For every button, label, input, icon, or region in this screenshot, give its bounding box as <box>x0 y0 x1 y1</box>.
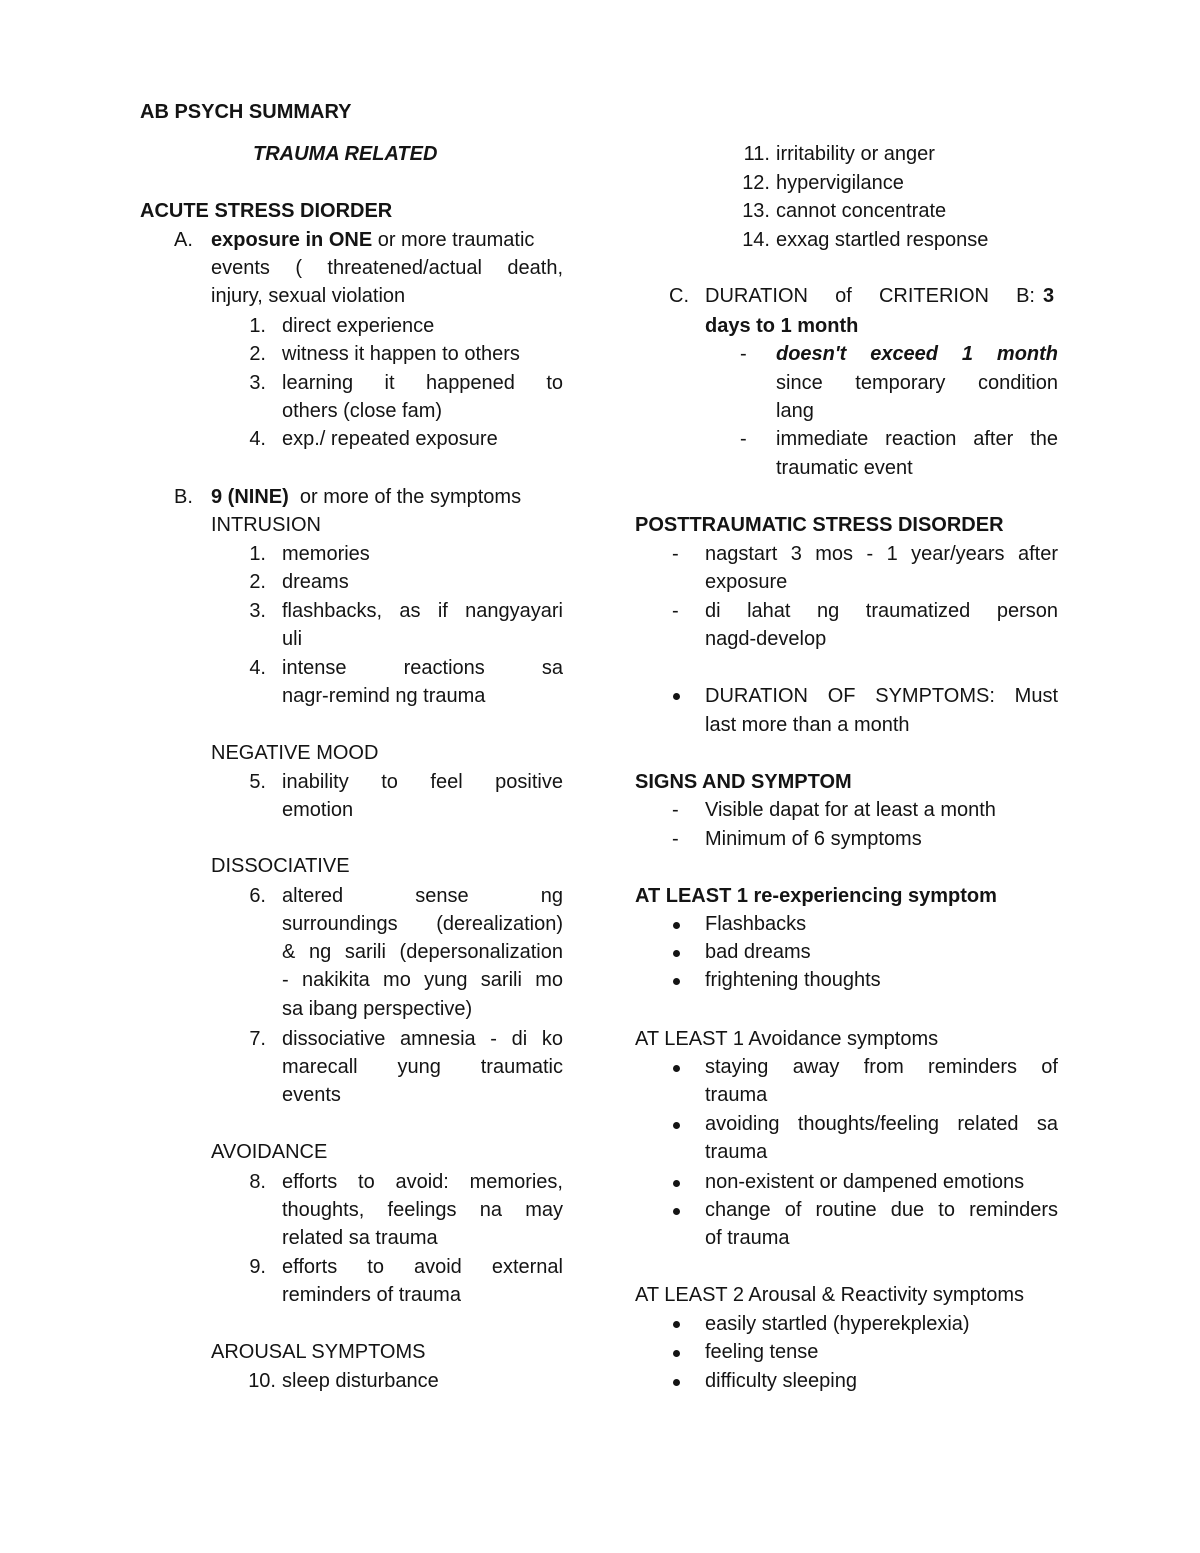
list-item: exp./ repeated exposure <box>282 428 498 450</box>
dash-item: di lahat ng traumatized person <box>705 600 1058 622</box>
ptsd-heading: POSTTRAUMATIC STRESS DISORDER <box>635 514 1004 536</box>
criterion-a-line3: injury, sexual violation <box>211 285 406 307</box>
dash-item-cont: exposure <box>705 571 788 593</box>
bullet-item-cont: trauma <box>705 1084 768 1106</box>
criterion-c-bold-number: 3 <box>1043 285 1055 307</box>
item-number: 3. <box>249 372 266 394</box>
item-number: 3. <box>249 600 266 622</box>
list-item-cont: others (close fam) <box>282 400 443 422</box>
item-number: 1. <box>249 315 266 337</box>
item-number: 11. <box>743 143 770 165</box>
bullet-item: DURATION OF SYMPTOMS: Must <box>705 685 1058 707</box>
group-title-avoidance: AVOIDANCE <box>211 1141 328 1163</box>
dash-marker: - <box>672 600 679 622</box>
bullet-item: difficulty sleeping <box>705 1370 857 1392</box>
dash-marker: - <box>672 799 679 821</box>
bullet-item: avoiding thoughts/feeling related sa <box>705 1113 1058 1135</box>
criterion-a-marker: A. <box>174 229 193 251</box>
dash-item: Minimum of 6 symptoms <box>705 828 922 850</box>
item-number: 4. <box>249 657 266 679</box>
bullet-icon <box>673 1180 680 1187</box>
list-item: learning it happened to <box>282 372 563 394</box>
list-item: efforts to avoid: memories, <box>282 1171 563 1193</box>
bullet-icon <box>673 1122 680 1129</box>
bullet-icon <box>673 1350 680 1357</box>
bullet-icon <box>673 1321 680 1328</box>
list-item-cont: & ng sarili (depersonalization <box>282 941 563 963</box>
dash-item-cont: since temporary condition <box>776 372 1058 394</box>
list-item: witness it happen to others <box>282 343 520 365</box>
dash-item: Visible dapat for at least a month <box>705 799 996 821</box>
bullet-item-cont: of trauma <box>705 1227 790 1249</box>
group-title-dissociative: DISSOCIATIVE <box>211 855 350 877</box>
criterion-a-line2: events ( threatened/actual death, <box>211 257 563 279</box>
bullet-item-cont: last more than a month <box>705 714 910 736</box>
list-item-cont: events <box>282 1084 341 1106</box>
bullet-item: Flashbacks <box>705 913 807 935</box>
list-item: direct experience <box>282 315 435 337</box>
item-number: 1. <box>249 543 266 565</box>
bullet-icon <box>673 693 680 700</box>
item-number: 13. <box>742 200 770 222</box>
list-item: dissociative amnesia - di ko <box>282 1028 563 1050</box>
list-item-cont: - nakikita mo yung sarili mo <box>282 969 563 991</box>
criterion-b-line1: 9 (NINE) or more of the symptoms <box>211 486 522 508</box>
avoidance-heading: AT LEAST 1 Avoidance symptoms <box>635 1028 939 1050</box>
criterion-c-marker: C. <box>669 285 689 307</box>
list-item-cont: reminders of trauma <box>282 1284 461 1306</box>
list-item-cont: nagr-remind ng trauma <box>282 685 486 707</box>
item-number: 7. <box>249 1028 266 1050</box>
bullet-icon <box>673 1379 680 1386</box>
bullet-icon <box>673 978 680 985</box>
dash-item: doesn't exceed 1 month <box>776 343 1058 365</box>
group-title-arousal: AROUSAL SYMPTOMS <box>211 1341 426 1363</box>
bullet-item: bad dreams <box>705 941 811 963</box>
group-title-intrusion: INTRUSION <box>211 514 321 536</box>
dash-item-cont: nagd-develop <box>705 628 827 650</box>
criterion-c-line2: days to 1 month <box>705 315 859 337</box>
list-item: flashbacks, as if nangyayari <box>282 600 563 622</box>
list-item: hypervigilance <box>776 172 904 194</box>
bullet-icon <box>673 1208 680 1215</box>
dash-marker: - <box>672 828 679 850</box>
list-item: memories <box>282 543 370 565</box>
bullet-item: staying away from reminders of <box>705 1056 1058 1078</box>
reexperiencing-heading: AT LEAST 1 re-experiencing symptom <box>635 885 997 907</box>
arousal-heading: AT LEAST 2 Arousal & Reactivity symptoms <box>635 1284 1025 1306</box>
bullet-icon <box>673 922 680 929</box>
bullet-item-cont: trauma <box>705 1141 768 1163</box>
bullet-item: feeling tense <box>705 1341 819 1363</box>
bullet-icon <box>673 1065 680 1072</box>
criterion-a-line1: exposure in ONE or more traumatic <box>211 229 535 251</box>
list-item: irritability or anger <box>776 143 935 165</box>
list-item: efforts to avoid external <box>282 1256 563 1278</box>
dash-marker: - <box>740 428 747 450</box>
item-number: 12. <box>742 172 770 194</box>
item-number: 10. <box>248 1370 276 1392</box>
bullet-item: non-existent or dampened emotions <box>705 1171 1025 1193</box>
list-item-cont: related sa trauma <box>282 1227 438 1249</box>
group-title-negative-mood: NEGATIVE MOOD <box>211 742 379 764</box>
list-item: altered sense ng <box>282 885 563 907</box>
bullet-item: easily startled (hyperekplexia) <box>705 1313 970 1335</box>
list-item-cont: sa ibang perspective) <box>282 998 473 1020</box>
dash-marker: - <box>740 343 747 365</box>
section-subtitle: TRAUMA RELATED <box>253 143 438 165</box>
item-number: 4. <box>249 428 266 450</box>
list-item: exxag startled response <box>776 229 989 251</box>
list-item: sleep disturbance <box>282 1370 439 1392</box>
list-item-cont: marecall yung traumatic <box>282 1056 563 1078</box>
list-item: intense reactions sa <box>282 657 563 679</box>
bullet-item: change of routine due to reminders <box>705 1199 1058 1221</box>
list-item-cont: thoughts, feelings na may <box>282 1199 563 1221</box>
asd-heading: ACUTE STRESS DIORDER <box>140 200 393 222</box>
bullet-icon <box>673 950 680 957</box>
dash-item-cont: traumatic event <box>776 457 913 479</box>
item-number: 2. <box>249 343 266 365</box>
dash-item-cont: lang <box>776 400 814 422</box>
item-number: 6. <box>249 885 266 907</box>
list-item: cannot concentrate <box>776 200 947 222</box>
doc-title: AB PSYCH SUMMARY <box>140 101 352 123</box>
dash-item: nagstart 3 mos - 1 year/years after <box>705 543 1058 565</box>
item-number: 5. <box>249 771 266 793</box>
item-number: 14. <box>742 229 770 251</box>
signs-heading: SIGNS AND SYMPTOM <box>635 771 852 793</box>
criterion-b-marker: B. <box>174 486 193 508</box>
dash-item: immediate reaction after the <box>776 428 1058 450</box>
item-number: 9. <box>249 1256 266 1278</box>
bullet-item: frightening thoughts <box>705 969 881 991</box>
list-item: dreams <box>282 571 349 593</box>
list-item-cont: surroundings (derealization) <box>282 913 563 935</box>
item-number: 2. <box>249 571 266 593</box>
dash-marker: - <box>672 543 679 565</box>
list-item-cont: emotion <box>282 799 354 821</box>
criterion-c-line1: DURATION of CRITERION B: <box>705 285 1035 307</box>
item-number: 8. <box>249 1171 266 1193</box>
list-item-cont: uli <box>282 628 303 650</box>
list-item: inability to feel positive <box>282 771 563 793</box>
